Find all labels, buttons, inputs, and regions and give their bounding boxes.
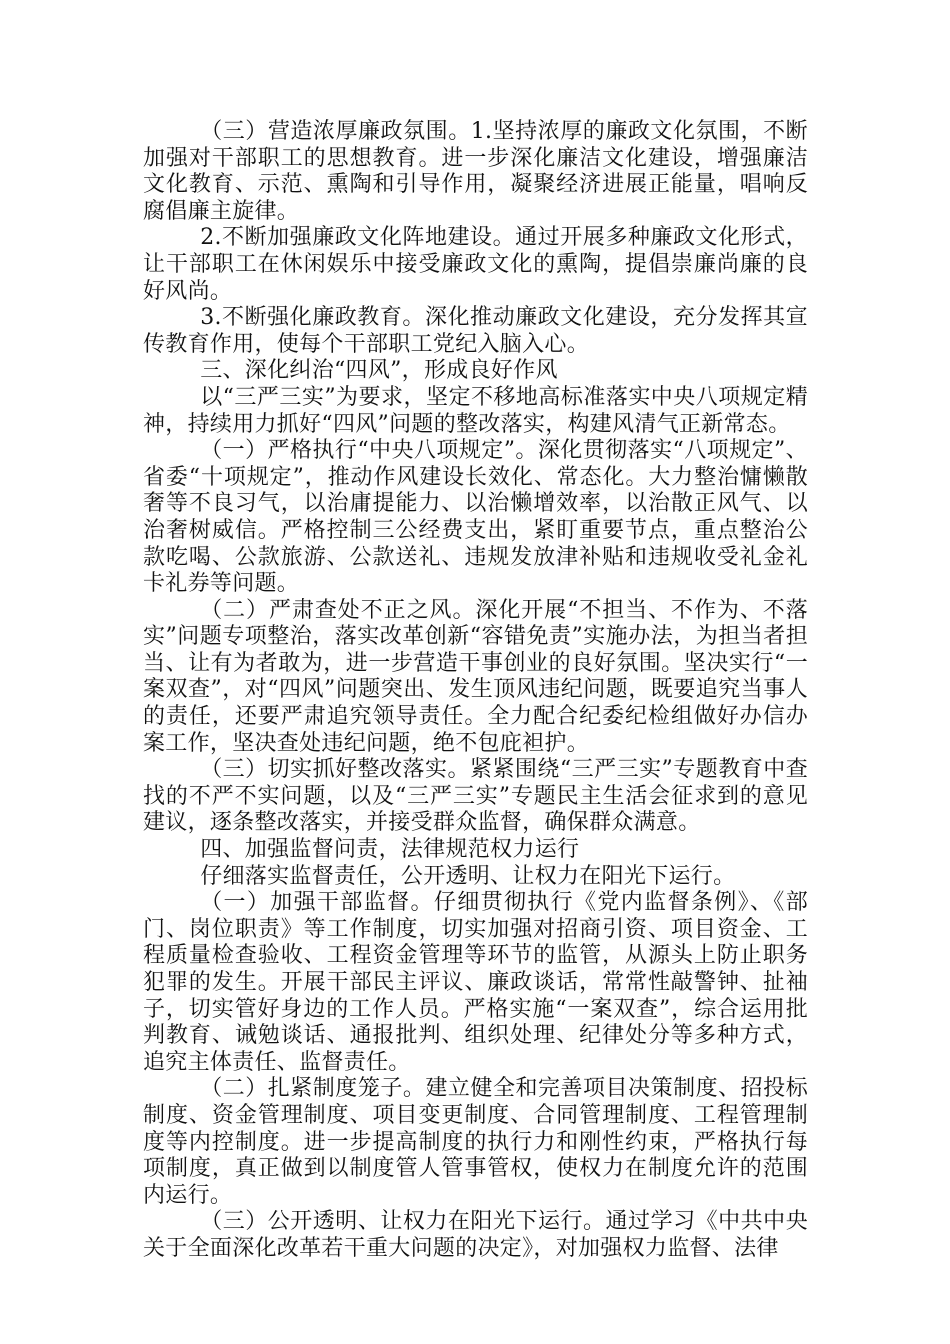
paragraph-system-cage: （二）扎紧制度笼子。建立健全和完善项目决策制度、招投标制度、资金管理制度、项目变更制度、合同管理制度、工程管理制度等内控制度。进一步提高制度的执行力和刚性约束，严格执行每项制度，真正做到以制度管人管事管权，使权力在制度允许的范围内运行。 <box>143 1076 808 1208</box>
paragraph-education: 3.不断强化廉政教育。深化推动廉政文化建设，充分发挥其宣传教育作用，使每个干部职工党纪入脑入心。 <box>143 305 808 357</box>
section-heading-four: 四、加强监督问责，法律规范权力运行 <box>200 837 580 863</box>
paragraph-eight-rules: （一）严格执行“中央八项规定”。深化贯彻落实“八项规定”、省委“十项规定”，推动作风建设长效化、常态化。大力整治慵懒散奢等不良习气，以治庸提能力、以治懒增效率，以治散正风气、以治奢树威信。严格控制三公经费支出，紧盯重要节点，重点整治公款吃喝、公款旅游、公款送礼、违规发放津补贴和违规收受礼金礼卡礼券等问题。 <box>143 438 808 597</box>
paragraph-rectification: （三）切实抓好整改落实。紧紧围绕“三严三实”专题教育中查找的不严不实问题，以及“三严三实”专题民主生活会征求到的意见建议，逐条整改落实，并接受群众监督，确保群众满意。 <box>143 757 808 836</box>
section-heading-three: 三、深化纠治“四风”，形成良好作风 <box>200 358 558 384</box>
paragraph-transparency: （三）公开透明、让权力在阳光下运行。通过学习《中共中央关于全面深化改革若干重大问题的决定》，对加强权力监督、法律 <box>143 1209 808 1261</box>
paragraph-cadre-supervision: （一）加强干部监督。仔细贯彻执行《党内监督条例》、《部门、岗位职责》等工作制度，切实加强对招商引资、项目资金、工程质量检查验收、工程资金管理等环节的监管，从源头上防止职务犯罪的发生。开展干部民主评议、廉政谈话，常常性敲警钟、扯袖子，切实管好身边的工作人员。严格实施“一案双查”，综合运用批判教育、诫勉谈话、通报批判、组织处理、纪律处分等多种方式，追究主体责任、监督责任。 <box>143 890 808 1075</box>
paragraph-investigate: （二）严肃查处不正之风。深化开展“不担当、不作为、不落实”问题专项整治，落实改革创新“容错免责”实施办法，为担当者担当、让有为者敢为，进一步营造干事创业的良好氛围。坚决实行“一案双查”，对“四风”问题突出、发生顶风违纪问题，既要追究当事人的责任，还要严肃追究领导责任。全力配合纪委纪检组做好办信办案工作，坚决查处违纪问题，绝不包庇袒护。 <box>143 597 808 756</box>
paragraph-atmosphere: （三）营造浓厚廉政氛围。1.坚持浓厚的廉政文化氛围，不断加强对干部职工的思想教育。进一步深化廉洁文化建设，增强廉洁文化教育、示范、熏陶和引导作用，凝聚经济进展正能量，唱响反腐倡廉主旋律。 <box>143 119 808 224</box>
paragraph-section-three-intro: 以“三严三实”为要求，坚定不移地高标准落实中央八项规定精神，持续用力抓好“四风”问题的整改落实，构建风清气正新常态。 <box>143 384 808 437</box>
paragraph-culture-base: 2.不断加强廉政文化阵地建设。通过开展多种廉政文化形式，让干部职工在休闲娱乐中接受廉政文化的熏陶，提倡崇廉尚廉的良好风尚。 <box>143 225 808 304</box>
paragraph-section-four-intro: 仔细落实监督责任，公开透明、让权力在阳光下运行。 <box>200 863 736 889</box>
document-body <box>143 119 808 1263</box>
